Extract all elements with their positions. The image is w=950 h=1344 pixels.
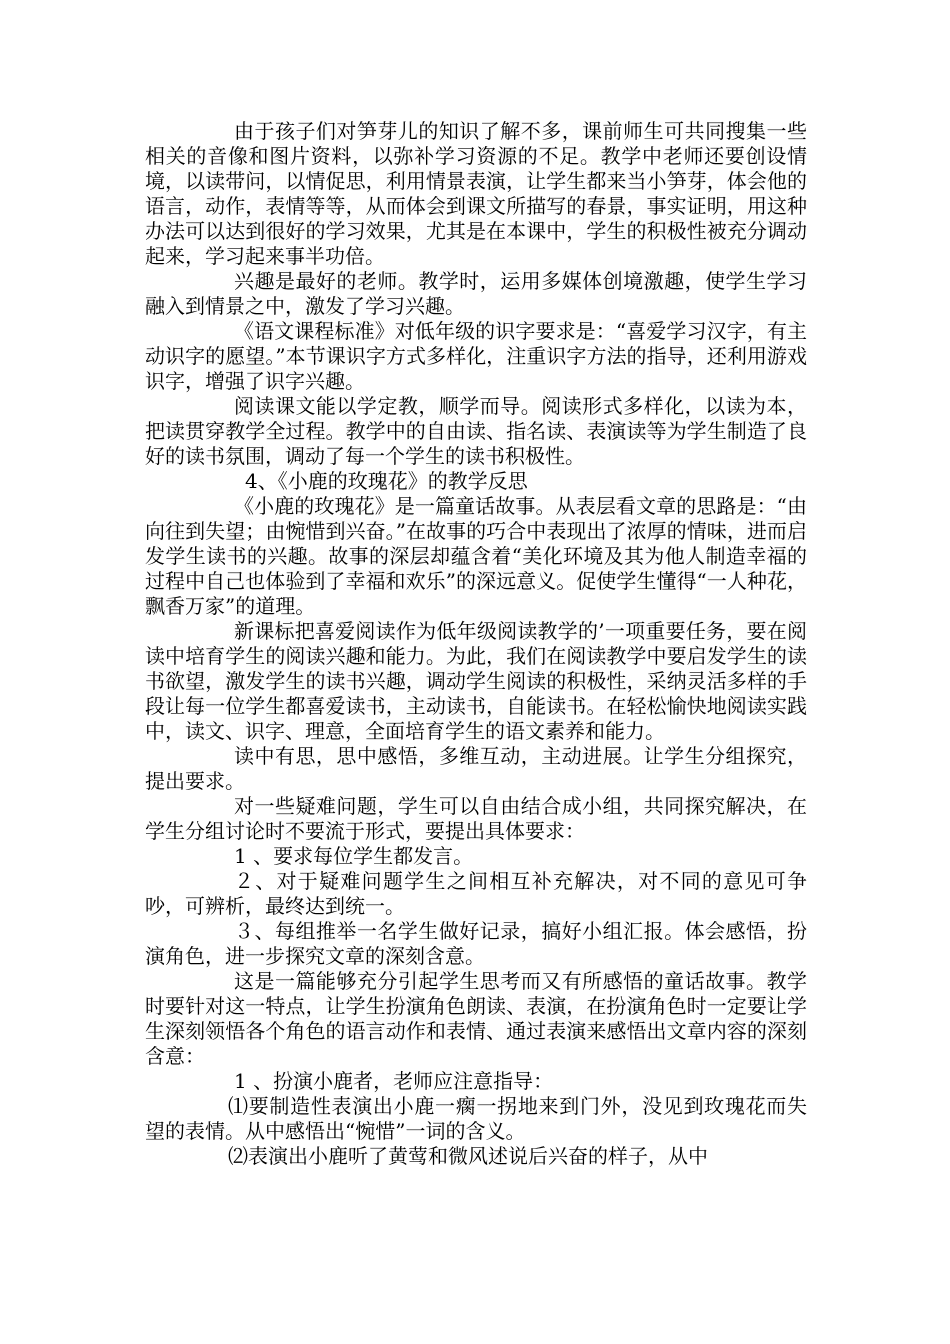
paragraph-new-curriculum-reading: 新课标把喜爱阅读作为低年级阅读教学的’一项重要任务，要在阅读中培育学生的阅读兴趣和能力。为此，我们在阅读教学中要启发学生的读书欲望，激发学生的读书兴趣，调动学生阅读的积极性，采纳灵活多样的手段让每一位学生都喜爱读书，主动读书，自能读书。在轻松愉快地阅读实践中，读文、识字、理意，全面培育学生的语文素养和能力。 [145, 619, 807, 743]
paragraph-bamboo-shoot-teaching: 由于孩子们对笋芽儿的知识了解不多，课前师生可共同搜集一些相关的音像和图片资料，以弥补学习资源的不足。教学中老师还要创设情境，以读带问，以情促思，利用情景表演，让学生都来当小笋芽，体会他的语言，动作，表情等等，从而体会到课文所描写的春景，事实证明，用这种办法可以达到很好的学习效果，尤其是在本课中，学生的积极性被充分调动起来，学习起来事半功倍。 [145, 119, 807, 268]
paragraph-curriculum-standard: 《语文课程标准》对低年级的识字要求是：“喜爱学习汉字，有主动识字的愿望。”本节课识字方式多样化，注重识字方法的指导，还利用游戏识字，增强了识字兴趣。 [145, 319, 807, 393]
list-item-subpoint-2: ⑵表演出小鹿听了黄莺和微风述说后兴奋的样子，从中 [228, 1144, 708, 1168]
document-body [145, 119, 807, 1169]
list-item-fawn-actor: 1 、扮演小鹿者，老师应注意指导： [234, 1069, 554, 1093]
list-item-requirement-1: 1 、要求每位学生都发言。 [234, 844, 474, 868]
list-item-requirement-2: ２、对于疑难问题学生之间相互补充解决，对不同的意见可争吵，可辨析，最终达到统一。 [145, 869, 807, 918]
paragraph-group-discussion: 对一些疑难问题，学生可以自由结合成小组，共同探究解决，在学生分组讨论时不要流于形式，要提出具体要求： [145, 794, 807, 843]
paragraph-think-while-reading: 读中有思，思中感悟，多维互动，主动进展。让学生分组探究，提出要求。 [145, 744, 807, 793]
paragraph-reading-lesson: 阅读课文能以学定教，顺学而导。阅读形式多样化，以读为本，把读贯穿教学全过程。教学中的自由读、指名读、表演读等为学生制造了良好的读书氛围，调动了每一个学生的读书积极性。 [145, 394, 807, 468]
section-heading-fawn-rose-reflection: 4、《小鹿的玫瑰花》的教学反思 [245, 469, 528, 493]
list-item-subpoint-1: ⑴要制造性表演出小鹿一瘸一拐地来到门外，没见到玫瑰花而失望的表情。从中感悟出“惋惜”一词的含义。 [145, 1094, 807, 1143]
list-item-requirement-3: ３、每组推举一名学生做好记录，搞好小组汇报。体会感悟，扮演角色，进一步探究文章的深刻含意。 [145, 919, 807, 968]
paragraph-fairy-tale-intro: 《小鹿的玫瑰花》是一篇童话故事。从表层看文章的思路是：“由向往到失望；由惋惜到兴奋。”在故事的巧合中表现出了浓厚的情味，进而启发学生读书的兴趣。故事的深层却蕴含着“美化环境及其为他人制造幸福的过程中自己也体验到了幸福和欢乐”的深远意义。促使学生懂得“一人种花，飘香万家”的道理。 [145, 494, 807, 618]
paragraph-role-play: 这是一篇能够充分引起学生思考而又有所感悟的童话故事。教学时要针对这一特点，让学生扮演角色朗读、表演，在扮演角色时一定要让学生深刻领悟各个角色的语言动作和表情、通过表演来感悟出文章内容的深刻含意： [145, 969, 807, 1068]
paragraph-interest-best-teacher: 兴趣是最好的老师。教学时，运用多媒体创境激趣，使学生学习融入到情景之中，激发了学习兴趣。 [145, 269, 807, 318]
